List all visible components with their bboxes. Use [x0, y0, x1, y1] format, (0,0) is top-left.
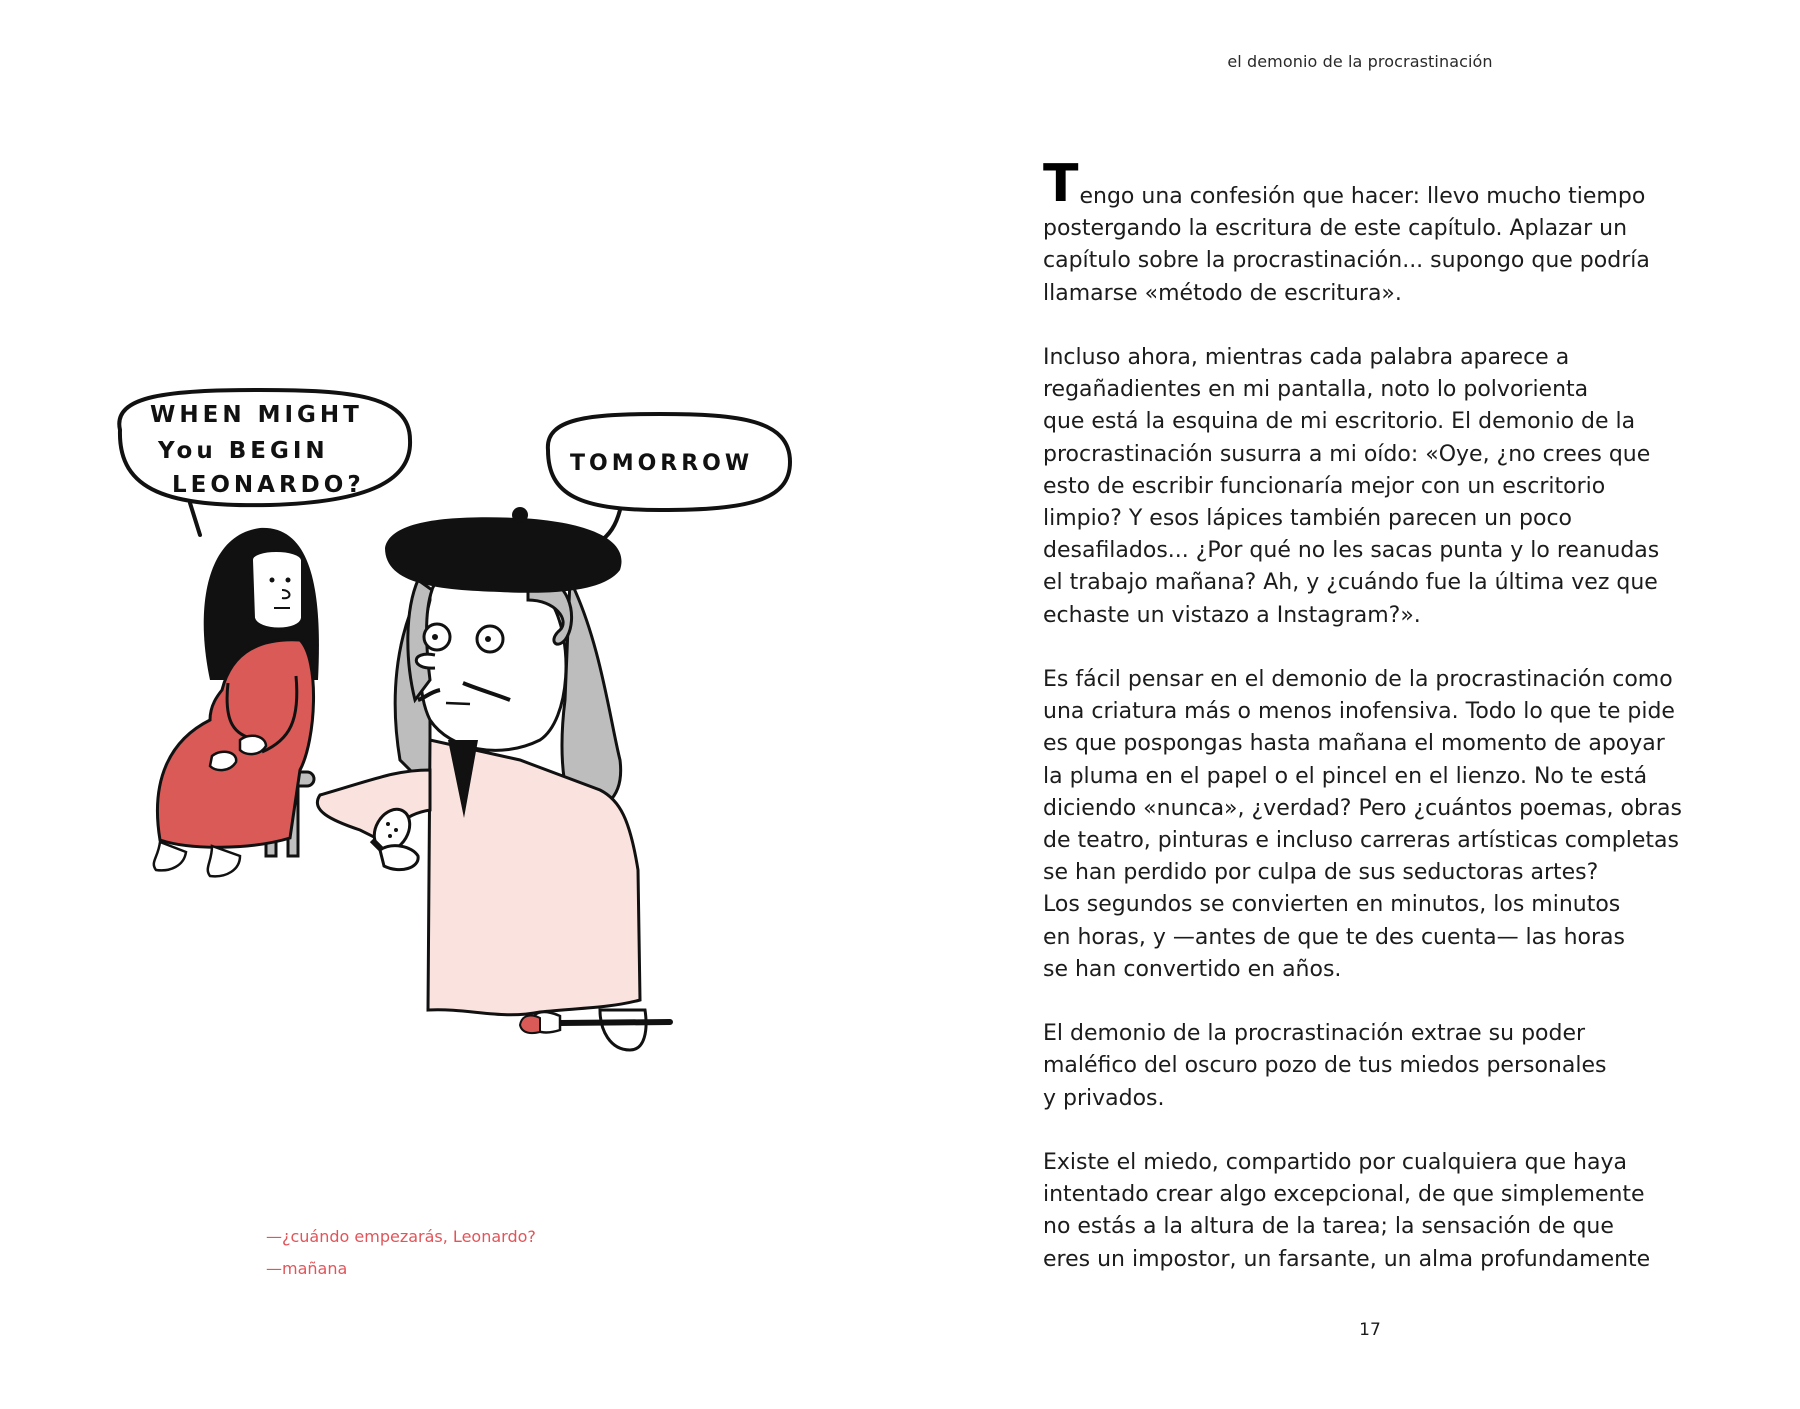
bubble-left-line-3: LEONARDO?	[172, 472, 365, 498]
paragraph-5	[1043, 1147, 1703, 1276]
paragraph-line: y privados.	[1043, 1085, 1165, 1111]
illustration-captions	[266, 1226, 536, 1290]
paragraph-line: de teatro, pinturas e incluso carreras artísticas completas	[1043, 828, 1679, 854]
speech-bubble-left	[119, 390, 410, 535]
paragraph-line: es que pospongas hasta mañana el momento de apoyar	[1043, 731, 1665, 757]
paragraph-2	[1043, 342, 1703, 632]
line-text: engo una confesión que hacer: llevo mucho tiempo	[1079, 184, 1646, 209]
paragraph-4	[1043, 1018, 1703, 1115]
paragraph-line: no estás a la altura de la tarea; la sensación de que	[1043, 1214, 1614, 1240]
paragraph-line: se han perdido por culpa de sus seductoras artes?	[1043, 860, 1599, 886]
paragraph-line: Existe el miedo, compartido por cualquiera que haya	[1043, 1150, 1627, 1176]
speech-bubble-right	[548, 414, 790, 543]
paragraph-line: desafilados... ¿Por qué no les sacas punta y lo reanudas	[1043, 538, 1660, 564]
paragraph-line: diciendo «nunca», ¿verdad? Pero ¿cuántos poemas, obras	[1043, 795, 1682, 821]
paragraph-line: procrastinación susurra a mi oído: «Oye, ¿no crees que	[1043, 441, 1651, 467]
bubble-left-line-2: You BEGIN	[158, 438, 329, 464]
bubble-left-line-1: WHEN MIGHT	[150, 402, 363, 428]
page-number: 17	[1359, 1320, 1381, 1340]
paragraph-line: capítulo sobre la procrastinación... supongo que podría	[1043, 248, 1650, 274]
paragraph-line	[1043, 154, 1703, 214]
paragraph-line: Es fácil pensar en el demonio de la procrastinación como	[1043, 667, 1673, 693]
paragraph-line: se han convertido en años.	[1043, 956, 1342, 982]
paragraph-line: El demonio de la procrastinación extrae su poder	[1043, 1021, 1586, 1047]
paragraph-line: una criatura más o menos inofensiva. Todo lo que te pide	[1043, 699, 1675, 725]
body-text	[1043, 154, 1703, 1308]
paragraph-line: eres un impostor, un farsante, un alma profundamente	[1043, 1246, 1651, 1272]
paragraph-line: que está la esquina de mi escritorio. El demonio de la	[1043, 409, 1636, 435]
paragraph-line: regañadientes en mi pantalla, noto lo polvorienta	[1043, 377, 1589, 403]
paragraph-line: la pluma en el papel o el pincel en el lienzo. No te está	[1043, 763, 1648, 789]
paragraph-line: intentado crear algo excepcional, de que simplemente	[1043, 1182, 1645, 1208]
right-page	[900, 0, 1800, 1409]
paragraph-line: maléfico del oscuro pozo de tus miedos personales	[1043, 1053, 1607, 1079]
leonardo-figure	[317, 507, 670, 1050]
caption-line-1: —¿cuándo empezarás, Leonardo?	[266, 1227, 536, 1246]
paragraph-line: el trabajo mañana? Ah, y ¿cuándo fue la última vez que	[1043, 570, 1658, 596]
paragraph-3	[1043, 664, 1703, 986]
paragraph-line: Los segundos se convierten en minutos, los minutos	[1043, 892, 1621, 918]
drop-cap: T	[1043, 154, 1079, 214]
illustration-leonardo	[100, 380, 820, 1060]
paragraph-line: en horas, y —antes de que te des cuenta— las horas	[1043, 924, 1626, 950]
paragraph-1	[1043, 154, 1703, 310]
caption-line-2: —mañana	[266, 1259, 348, 1278]
running-head: el demonio de la procrastinación	[1227, 52, 1493, 71]
paragraph-line: esto de escribir funcionaría mejor con un escritorio	[1043, 473, 1606, 499]
bubble-right-text: TOMORROW	[570, 451, 754, 476]
woman-figure	[154, 528, 319, 876]
paragraph-line: llamarse «método de escritura».	[1043, 280, 1402, 306]
paragraph-line: limpio? Y esos lápices también parecen un poco	[1043, 506, 1573, 532]
paragraph-line: postergando la escritura de este capítulo. Aplazar un	[1043, 216, 1628, 242]
paragraph-line: Incluso ahora, mientras cada palabra aparece a	[1043, 345, 1570, 370]
paragraph-line: echaste un vistazo a Instagram?».	[1043, 602, 1421, 628]
